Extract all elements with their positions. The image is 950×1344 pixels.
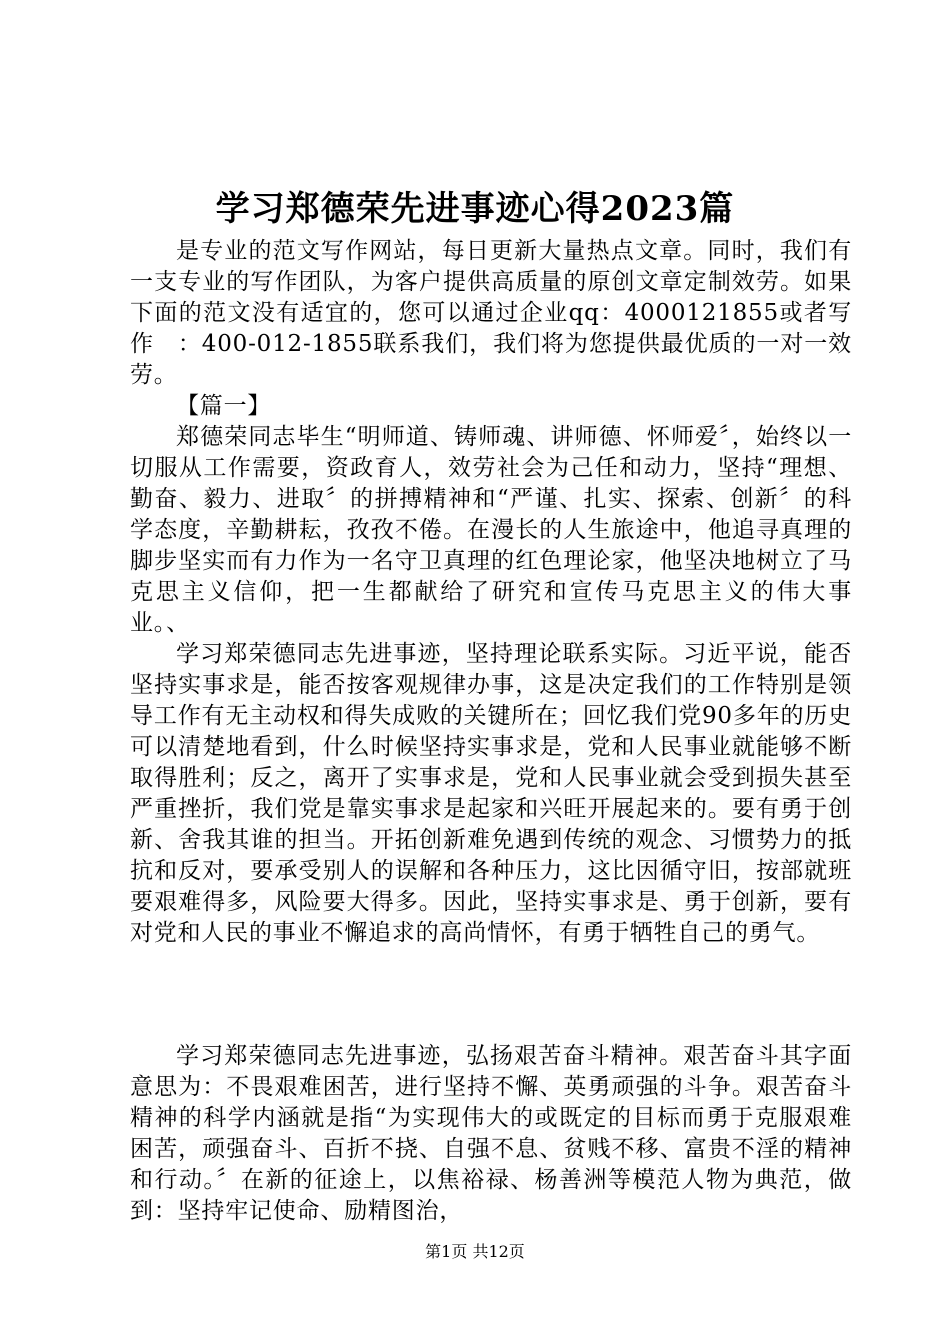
section-label: 【篇一】 — [176, 393, 272, 419]
paragraph-3: 学习郑荣德同志先进事迹，弘扬艰苦奋斗精神。艰苦奋斗其字面意思为：不畏艰难困苦，进行坚持不懈、英勇顽强的斗争。艰苦奋斗精神的科学内涵就是指“为实现伟大的或既定的目标而勇于克服艰难困苦，顽强奋斗、百折不挠、自强不息、贫贱不移、富贵不淫的精神和行动。〞在新的征途上，以焦裕禄、杨善洲等模范人物为典范，做到：坚持牢记使命、励精图治， — [130, 1043, 852, 1224]
page-footer: 第1页 共12页 — [425, 1242, 525, 1261]
paragraph-1: 郑德荣同志毕生“明师道、铸师魂、讲师德、怀师爱〞，始终以一切服从工作需要，资政育人，效劳社会为己任和动力，坚持“理想、勤奋、毅力、进取〞的拼搏精神和“严谨、扎实、探索、创新〞的科学态度，辛勤耕耘，孜孜不倦。在漫长的人生旅途中，他追寻真理的脚步坚实而有力作为一名守卫真理的红色理论家，他坚决地树立了马克思主义信仰，把一生都献给了研究和宣传马克思主义的伟大事业。、 — [130, 424, 852, 636]
intro-paragraph: 是专业的范文写作网站，每日更新大量热点文章。同时，我们有一支专业的写作团队，为客户提供高质量的原创文章定制效劳。如果下面的范文没有适宜的，您可以通过企业qq：4000121855或者写作 ：400-012-1855联系我们，我们将为您提供最优质的一对一效劳。 — [130, 238, 852, 388]
document-title: 学习郑德荣先进事迹心得2023篇 — [215, 189, 735, 229]
paragraph-2: 学习郑荣德同志先进事迹，坚持理论联系实际。习近平说，能否坚持实事求是，能否按客观规律办事，这是决定我们的工作特别是领导工作有无主动权和得失成败的关键所在；回忆我们党90多年的历史可以清楚地看到，什么时候坚持实事求是，党和人民事业就能够不断取得胜利；反之，离开了实事求是，党和人民事业就会受到损失甚至严重挫折，我们党是靠实事求是起家和兴旺开展起来的。要有勇于创新、舍我其谁的担当。开拓创新难免遇到传统的观念、习惯势力的抵抗和反对，要承受别人的误解和各种压力，这比因循守旧，按部就班要艰难得多，风险要大得多。因此，坚持实事求是、勇于创新，要有对党和人民的事业不懈追求的高尚情怀，有勇于牺牲自己的勇气。 — [130, 641, 852, 946]
